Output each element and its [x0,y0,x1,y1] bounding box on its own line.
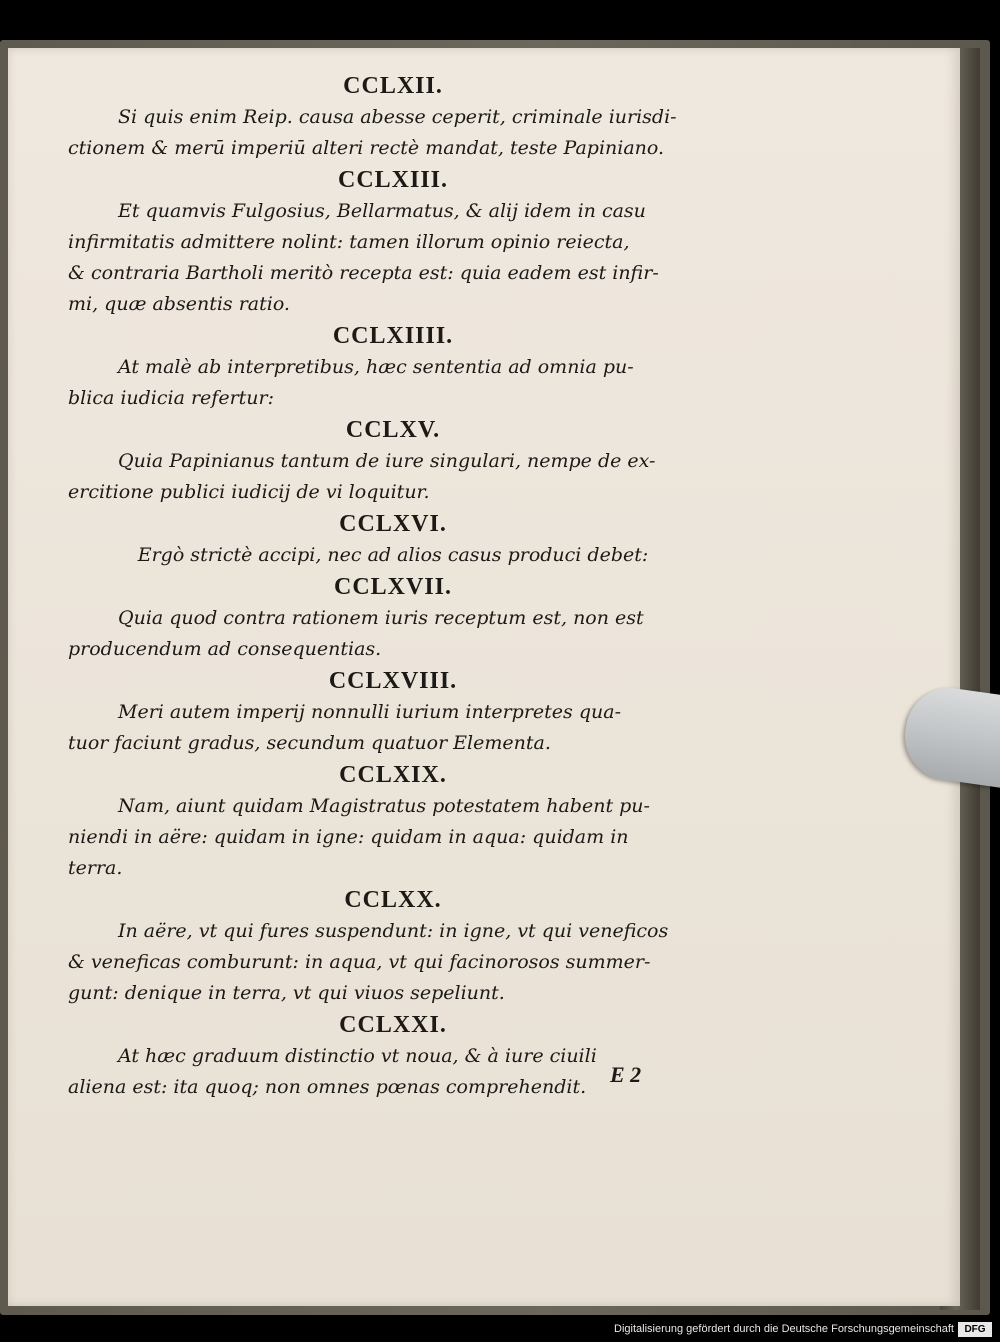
page-text [68,70,718,1103]
section-numeral: CCLXVI. [339,511,447,537]
text-line: & veneficas comburunt: in aqua, vt qui facinorosos summer- [68,951,651,973]
text-line: ercitione publici iudicij de vi loquitur. [68,481,430,503]
section-numeral: CCLXIIII. [332,323,454,349]
text-line: mi, quæ absentis ratio. [68,293,290,315]
section-numeral: CCLXVII. [333,574,452,600]
section-numeral: CCLXXI. [339,1012,447,1038]
text-line: At malè ab interpretibus, hæc sententia ad omnia pu- [118,356,634,378]
section-paragraph [68,697,718,759]
text-line: infirmitatis admittere nolint: tamen illorum opinio reiecta, [68,231,630,253]
section-paragraph [68,102,718,164]
text-line: niendi in aëre: quidam in igne: quidam in aqua: quidam in [68,826,629,848]
dfg-logo: DFG [958,1322,992,1337]
text-line: gunt: denique in terra, vt qui viuos sepeliunt. [68,982,505,1004]
text-line: Quia Papinianus tantum de iure singulari, nempe de ex- [118,450,656,472]
text-line: aliena est: ita quoq; non omnes pœnas comprehendit. [68,1076,587,1098]
section-paragraph [68,446,718,508]
section-paragraph [68,791,718,884]
section-numeral: CCLXV. [345,417,441,443]
section-numeral: CCLXVIII. [328,668,458,694]
text-line: producendum ad consequentias. [68,638,382,660]
text-line: At hæc graduum distinctio vt noua, & à iure ciuili [118,1045,597,1067]
text-line: Et quamvis Fulgosius, Bellarmatus, & alij idem in casu [118,200,646,222]
text-line: Si quis enim Reip. causa abesse ceperit, criminale iurisdi- [118,106,677,128]
text-line: terra. [68,857,123,879]
section-numeral: CCLXX. [344,887,442,913]
text-line: Nam, aiunt quidam Magistratus potestatem habent pu- [118,795,650,817]
section-paragraph [68,352,718,414]
text-line: Meri autem imperij nonnulli iurium interpretes qua- [118,701,621,723]
text-line: blica iudicia refertur: [68,387,275,409]
section-paragraph [68,916,718,1009]
section-paragraph [68,603,718,665]
footer-bar [0,1318,1000,1342]
text-line: In aëre, vt qui fures suspendunt: in igne, vt qui veneficos [118,920,669,942]
text-line: & contraria Bartholi meritò recepta est: quia eadem est infir- [68,262,659,284]
section-numeral: CCLXIII. [337,167,449,193]
footer-credit: Digitalisierung gefördert durch die Deutsche Forschungsgemeinschaft [614,1323,954,1335]
text-line: Ergò strictè accipi, nec ad alios casus produci debet: [137,544,649,566]
text-line: ctionem & merū imperiū alteri rectè mandat, teste Papiniano. [68,137,665,159]
catchword: E 2 [610,1062,642,1087]
section-numeral: CCLXIX. [339,762,447,788]
section-paragraph [68,540,718,571]
text-line: Quia quod contra rationem iuris receptum est, non est [118,607,644,629]
text-line: tuor faciunt gradus, secundum quatuor Elementa. [68,732,551,754]
section-numeral: CCLXII. [343,73,443,99]
section-paragraph [68,196,718,320]
